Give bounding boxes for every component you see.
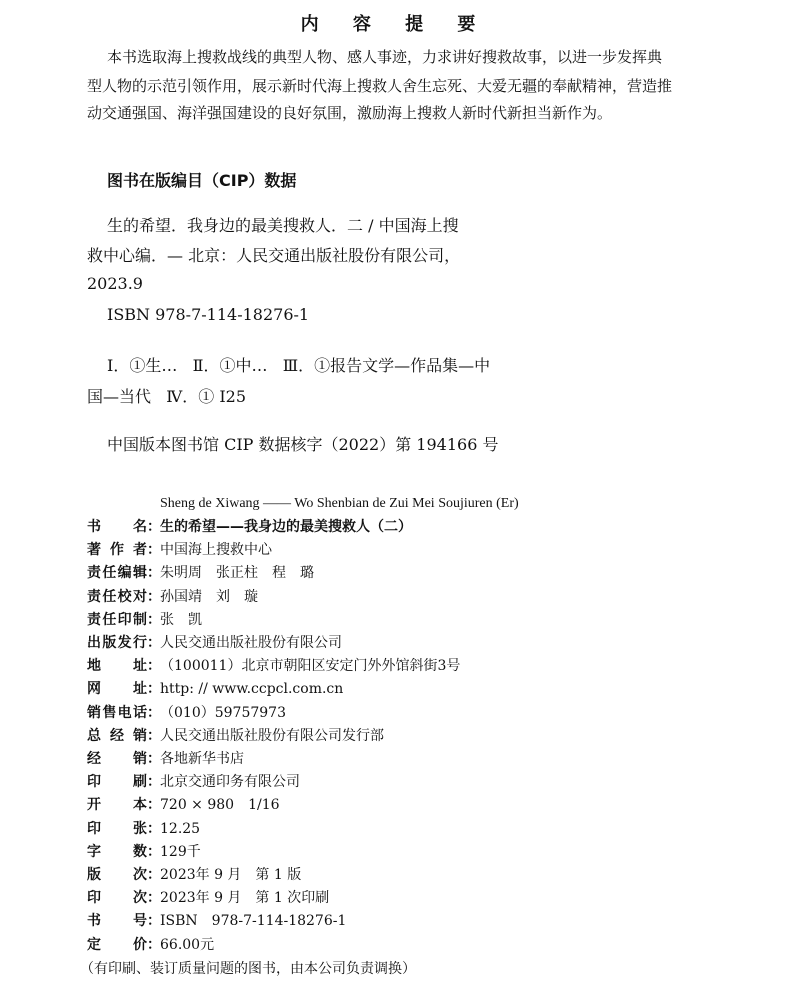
- colophon-row: [87, 844, 201, 860]
- row-label: 印张: [87, 820, 147, 837]
- row-colon: ：: [147, 542, 161, 559]
- row-label: 地址: [87, 658, 147, 675]
- summary-line: 本书选取海上搜救战线的典型人物、感人事迹，力求讲好搜救故事，以进一步发挥典: [107, 48, 663, 66]
- row-colon: ：: [147, 820, 161, 837]
- row-colon: ：: [147, 890, 161, 907]
- colophon-row: [87, 612, 202, 628]
- cip-line: 2023.9: [87, 274, 143, 293]
- row-value: 中国海上搜救中心: [160, 542, 272, 559]
- colophon-row: [87, 589, 258, 605]
- colophon-row: [87, 797, 280, 813]
- row-colon: ：: [147, 681, 161, 698]
- colophon-row: [87, 542, 272, 558]
- colophon-row: [87, 751, 244, 767]
- colophon-row: [87, 937, 214, 953]
- row-colon: ：: [147, 704, 161, 721]
- row-colon: ：: [147, 658, 161, 675]
- row-label: 责任编辑: [87, 565, 147, 582]
- row-value: 张 凯: [160, 611, 202, 628]
- row-colon: ：: [147, 635, 161, 651]
- summary-line: 型人物的示范引领作用，展示新时代海上搜救人舍生忘死、大爱无疆的奉献精神，营造推: [87, 77, 673, 95]
- cip-isbn: ISBN 978-7-114-18276-1: [107, 305, 310, 324]
- row-label: 总经销: [87, 727, 147, 744]
- row-label: 出版发行: [87, 635, 147, 651]
- summary-line: 动交通强国、海洋强国建设的良好氛围，激励海上搜救人新时代新担当新作为。: [87, 104, 613, 122]
- row-value: 2023年 9 月 第 1 版: [160, 867, 302, 883]
- colophon-row: [87, 658, 460, 674]
- cip-line: 生的希望．我身边的最美搜救人．二 / 中国海上搜: [107, 216, 459, 235]
- row-value: 北京交通印务有限公司: [160, 774, 300, 791]
- row-label: 书名: [87, 519, 147, 535]
- row-label: 印次: [87, 890, 147, 907]
- row-label: 经销: [87, 751, 147, 767]
- cip-line: Ⅰ．①生… Ⅱ．①中… Ⅲ．①报告文学—作品集—中: [107, 356, 491, 375]
- row-label: 著作者: [87, 542, 147, 559]
- row-label: 字数: [87, 843, 147, 860]
- row-label: 印刷: [87, 774, 147, 791]
- quality-note: （有印刷、装订质量问题的图书，由本公司负责调换）: [80, 961, 416, 977]
- row-colon: ：: [147, 611, 161, 628]
- colophon-row: [87, 681, 343, 697]
- row-value: 人民交通出版社股份有限公司发行部: [160, 727, 384, 744]
- row-colon: ：: [147, 774, 161, 791]
- row-value: 生的希望——我身边的最美搜救人（二）: [160, 519, 412, 535]
- row-colon: ：: [147, 751, 161, 767]
- row-label: 网址: [87, 681, 147, 698]
- colophon-row: [87, 774, 300, 790]
- row-label: 版次: [87, 867, 147, 883]
- colophon-row: [87, 728, 384, 744]
- row-value: 孙国靖 刘 璇: [160, 588, 258, 605]
- row-value: 129千: [160, 843, 201, 860]
- row-colon: ：: [147, 727, 161, 744]
- cip-line: 国—当代 Ⅳ．① I25: [87, 387, 247, 406]
- row-colon: ：: [147, 797, 161, 814]
- row-label: 开本: [87, 797, 147, 814]
- cip-line: 救中心编．— 北京：人民交通出版社股份有限公司，: [87, 246, 461, 265]
- row-colon: ：: [147, 519, 161, 535]
- colophon-row: [87, 913, 346, 929]
- row-value: ISBN 978-7-114-18276-1: [160, 913, 347, 930]
- colophon-row: [87, 519, 412, 535]
- row-colon: ：: [147, 565, 161, 582]
- row-value: 2023年 9 月 第 1 次印刷: [160, 890, 330, 907]
- row-label: 责任印制: [87, 611, 147, 628]
- row-colon: ：: [147, 588, 161, 605]
- row-value: （010）59757973: [160, 704, 286, 721]
- row-value: （100011）北京市朝阳区安定门外外馆斜街3号: [160, 658, 461, 675]
- row-label: 书号: [87, 913, 147, 930]
- row-value: 各地新华书店: [160, 751, 244, 767]
- colophon-row: [87, 890, 329, 906]
- row-value: 朱明周 张正柱 程 璐: [160, 565, 314, 582]
- row-colon: ：: [147, 936, 161, 953]
- row-value: 人民交通出版社股份有限公司: [160, 635, 342, 651]
- colophon-row: [87, 821, 200, 837]
- colophon-row: [87, 705, 286, 721]
- row-label: 责任校对: [87, 588, 147, 605]
- row-colon: ：: [147, 867, 161, 883]
- cip-number: 中国版本图书馆 CIP 数据核字（2022）第 194166 号: [107, 435, 499, 454]
- row-value: 12.25: [160, 820, 201, 837]
- row-label: 定价: [87, 936, 147, 953]
- summary-title: 内 容 提 要: [300, 14, 490, 35]
- row-value: http: // www.ccpcl.com.cn: [160, 681, 344, 698]
- cip-heading: 图书在版编目（CIP）数据: [107, 171, 297, 190]
- colophon-row: [87, 635, 342, 651]
- row-label: 销售电话: [87, 704, 147, 721]
- colophon-row: [87, 867, 301, 883]
- row-colon: ：: [147, 843, 161, 860]
- row-colon: ：: [147, 913, 161, 930]
- row-value: 66.00元: [160, 936, 215, 953]
- colophon-row: [87, 565, 314, 581]
- row-value: 720 × 980 1/16: [160, 797, 280, 814]
- english-title: Sheng de Xiwang —— Wo Shenbian de Zui Mei Soujiuren (Er): [160, 496, 519, 511]
